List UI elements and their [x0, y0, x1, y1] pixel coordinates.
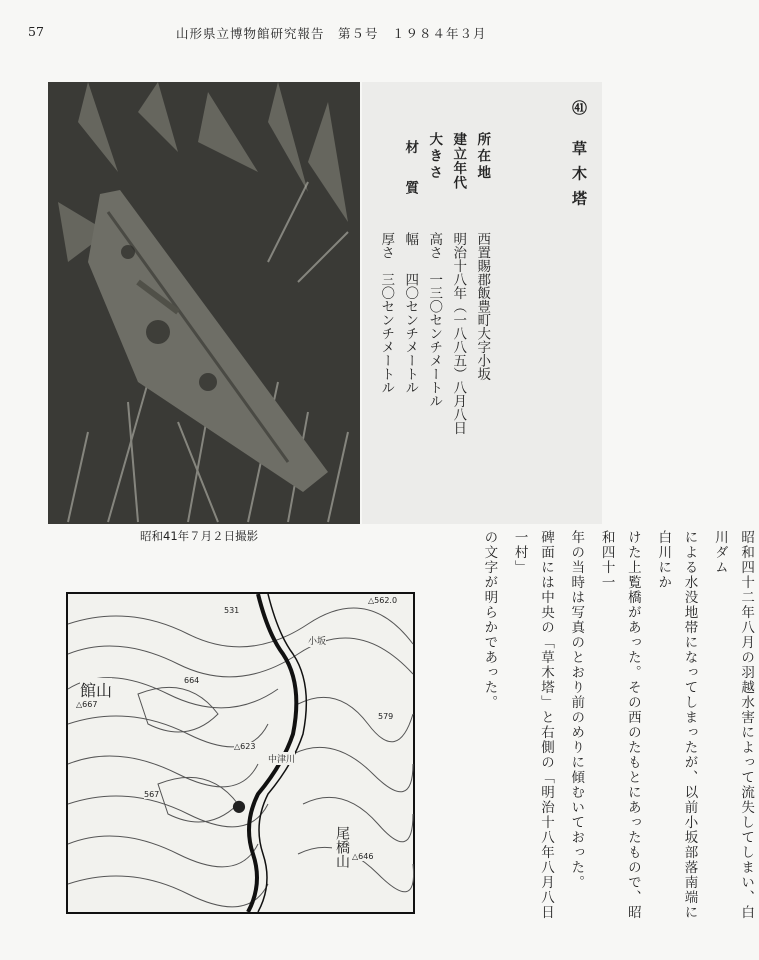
- spec-value-depth: 厚さ 三〇センチメートル: [378, 232, 395, 394]
- spec-value-width: 幅 四〇センチメートル: [402, 232, 419, 394]
- spec-value-date: 明治十八年（一八八五）八月八日: [450, 232, 467, 435]
- map-label-hill: 664: [184, 676, 200, 685]
- map-label-hill: △667: [76, 700, 98, 709]
- topographic-contours: [68, 594, 413, 912]
- location-map: [66, 592, 415, 914]
- entry-number: ㊶: [570, 100, 588, 125]
- body-line: 碑面には中央の「草木塔」と右側の「明治十八年八月八日 一村」: [511, 530, 554, 935]
- spec-value-height: 高さ 一三〇センチメートル: [426, 232, 443, 408]
- map-label-nakatsugawa: 中津川: [268, 752, 295, 765]
- page-header: [28, 24, 612, 46]
- entry-name: 草木塔: [570, 140, 588, 216]
- photo-sokutou-stone: [48, 82, 360, 524]
- map-label-hill: 567: [144, 790, 160, 799]
- map-label-tateyama: 館山: [80, 678, 112, 701]
- map-label-obashi: 尾橋山: [334, 826, 350, 868]
- body-text: [472, 530, 759, 935]
- spec-label-material: 材 質: [402, 140, 419, 194]
- map-label-hill: 579: [378, 712, 394, 721]
- spec-value-location: 西置賜郡飯豊町大字小坂: [474, 232, 491, 381]
- photo-caption: 昭和41年７月２日撮影: [140, 529, 259, 543]
- map-label-hill: 531: [224, 606, 240, 615]
- map-label-hill: △623: [234, 742, 256, 751]
- body-line: 年の当時は写真のとおり前のめりに傾むいておった。: [568, 530, 585, 890]
- spec-label-location: 所在地: [474, 132, 491, 182]
- body-line: による水没地帯になってしまったが、以前小坂部落南端に白川にか: [655, 530, 698, 920]
- spec-label-size: 大きさ: [426, 132, 443, 182]
- journal-title: 山形県立博物館研究報告 第５号 １９８４年３月: [176, 26, 487, 41]
- page-number: 57: [28, 24, 44, 39]
- map-label-hill: △646: [352, 852, 374, 861]
- body-line: けた上覧橋があった。その西のたもとにあったもので、昭和四十一: [598, 530, 641, 920]
- entry-title: [565, 100, 592, 215]
- body-line: の文字が明らかであった。: [481, 530, 498, 710]
- site-marker-icon: ●: [232, 796, 246, 815]
- map-label-hill: △562.0: [368, 596, 398, 605]
- spec-label-date: 建立年代: [450, 132, 467, 190]
- body-line: 昭和四十二年八月の羽越水害によって流失してしまい、白川ダム: [711, 530, 755, 920]
- map-label-kosaka: 小坂: [308, 634, 326, 647]
